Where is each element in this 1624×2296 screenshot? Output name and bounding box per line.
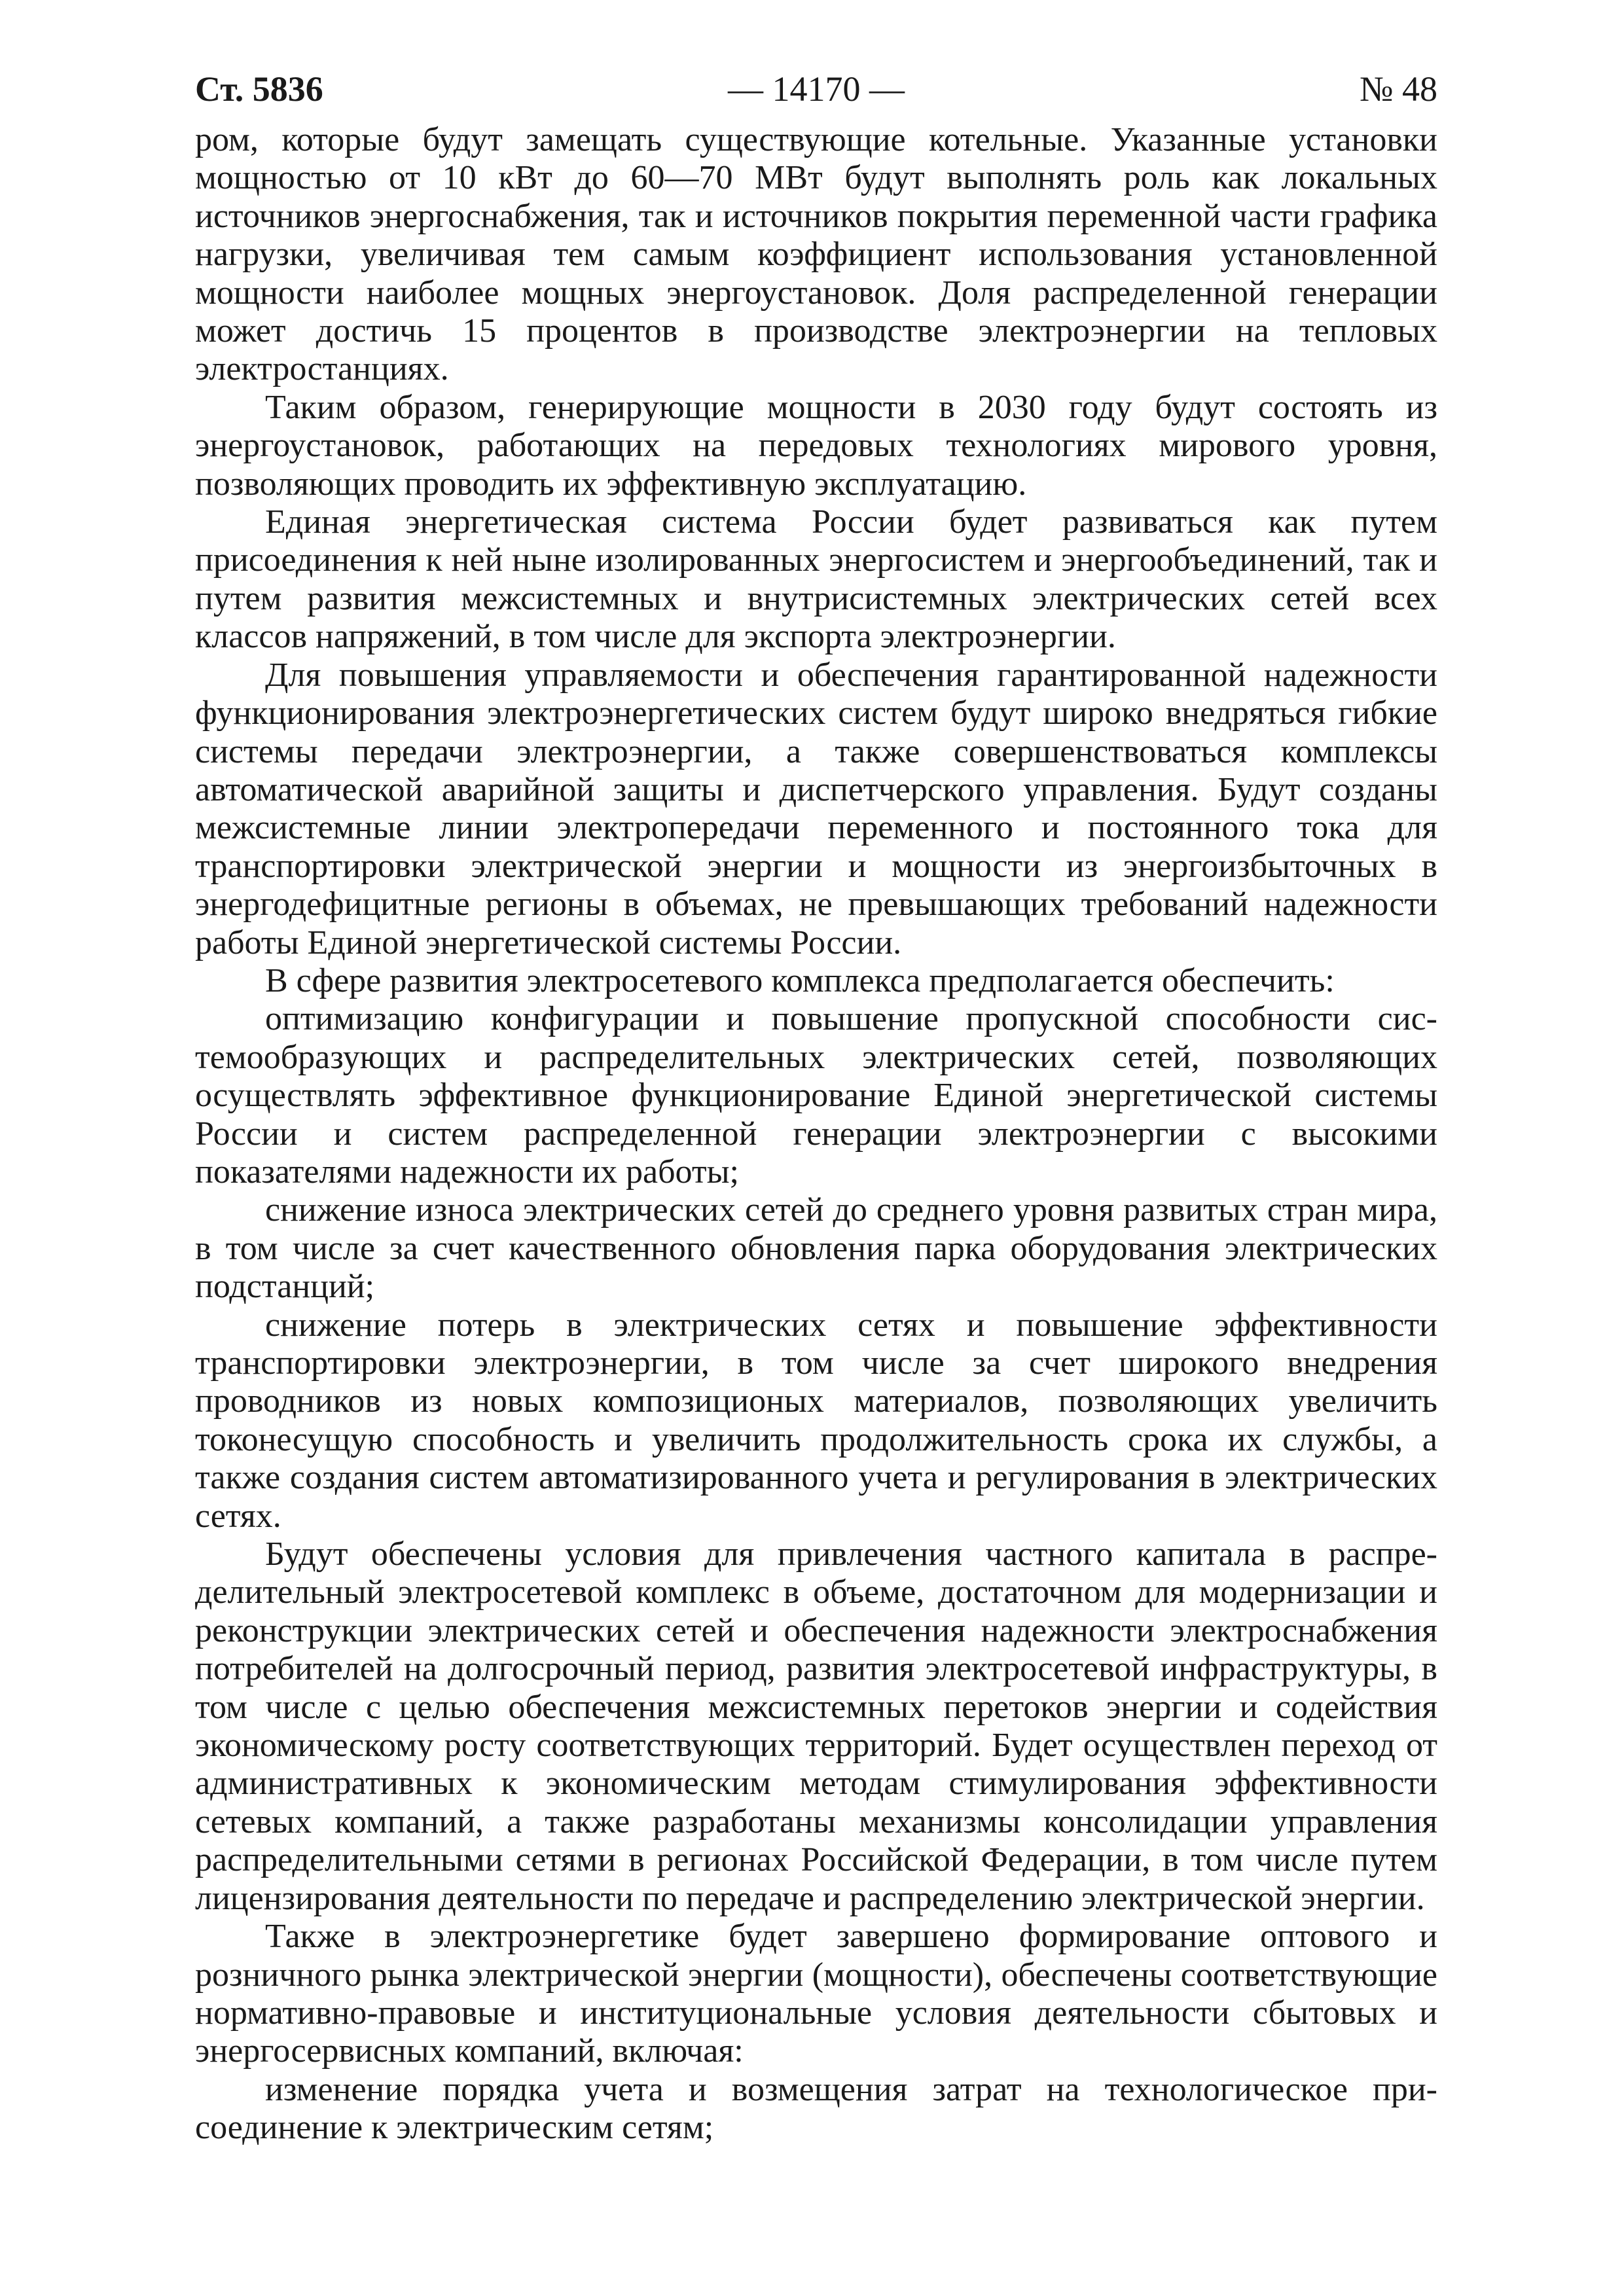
page-header xyxy=(195,69,1437,121)
article-number: Ст. 5836 xyxy=(195,69,323,109)
list-item: изменение порядка учета и возмещения затрат на технологическое присоединение к электрическим сетям; xyxy=(195,2070,1437,2147)
paragraph: Будут обеспечены условия для привлечения частного капитала в распределительный электросетевой комплекс в объеме, достаточном для модернизации и реконструкции электрических сетей и обеспечения надежности электроснабжения потребителей на долгосрочный период, развития электросетевой инфраструктуры, в том числе с целью обеспечения межсистемных перетоков энергии и содействия экономическому росту соответствующих территорий. Будет осуществлен переход от административных к экономическим методам стимулирования эффективности сетевых компаний, а также разработаны механизмы консолидации управления распределительными сетями в регионах Российской Федерации, в том числе путем лицензирования деятельности по передаче и распределению электрической энергии. xyxy=(195,1535,1437,1917)
paragraph: Для повышения управляемости и обеспечения гарантированной надежности функционирования электроэнергетических систем будут широко внедряться гибкие системы передачи электроэнергии, а также совершенствоваться комплексы автоматической аварийной защиты и диспетчерского управления. Будут созданы межсистемные линии электропередачи переменного и постоянного тока для транспортировки электрической энергии и мощности из энергоизбыточных в энергодефицитные регионы в объемах, не превышающих требований надежности работы Единой энергетической системы России. xyxy=(195,656,1437,961)
page-number: — 14170 — xyxy=(728,69,905,109)
document-body xyxy=(195,121,1437,2147)
document-page xyxy=(195,69,1437,2147)
issue-number: № 48 xyxy=(1359,69,1437,109)
paragraph: В сфере развития электросетевого комплекса предполагается обеспечить: xyxy=(265,961,1335,999)
paragraph: Таким образом, генерирующие мощности в 2030 году будут состоять из энергоустановок, работающих на передовых технологиях мирового уровня, позволяющих проводить их эффективную эксплуатацию. xyxy=(195,388,1437,503)
paragraph: Также в электроэнергетике будет завершено формирование оптового и розничного рынка электрической энергии (мощности), обеспечены соответствующие нормативно-правовые и институциональные условия деятельности сбытовых и энергосервисных компаний, включая: xyxy=(195,1918,1437,2070)
list-item: снижение потерь в электрических сетях и повышение эффективности транспортировки электроэнергии, в том числе за счет широкого внедрения проводников из новых композиционых материалов, позволяющих увеличить токонесущую способность и увеличить продолжительность срока их службы, а также создания систем автоматизированного учета и регулирования в электрических сетях. xyxy=(195,1306,1437,1535)
paragraph: ром, которые будут замещать существующие котельные. Указанные установки мощностью от 10 кВт до 60—70 МВт будут выполнять роль как локальных источников энергоснабжения, так и источников покрытия переменной части графика нагрузки, увеличивая тем самым коэффициент использования установленной мощности наиболее мощных энергоустановок. Доля распределенной генерации может достичь 15 процентов в производстве электроэнергии на тепловых электростанциях. xyxy=(195,121,1437,388)
paragraph: Единая энергетическая система России будет развиваться как путем присоединения к ней ныне изолированных энергосистем и энергообъединений, так и путем развития межсистемных и внутрисистемных электрических сетей всех классов напряжений, в том числе для экспорта электроэнергии. xyxy=(195,503,1437,656)
list-item: снижение износа электрических сетей до среднего уровня развитых стран мира, в том числе за счет качественного обновления парка оборудования электрических подстанций; xyxy=(195,1191,1437,1306)
list-item: оптимизацию конфигурации и повышение пропускной способности системообразующих и распределительных электрических сетей, позволяющих осуществлять эффективное функционирование Единой энергетической системы России и систем распределенной генерации электроэнергии с высокими показателями надежности их работы; xyxy=(195,1000,1437,1191)
